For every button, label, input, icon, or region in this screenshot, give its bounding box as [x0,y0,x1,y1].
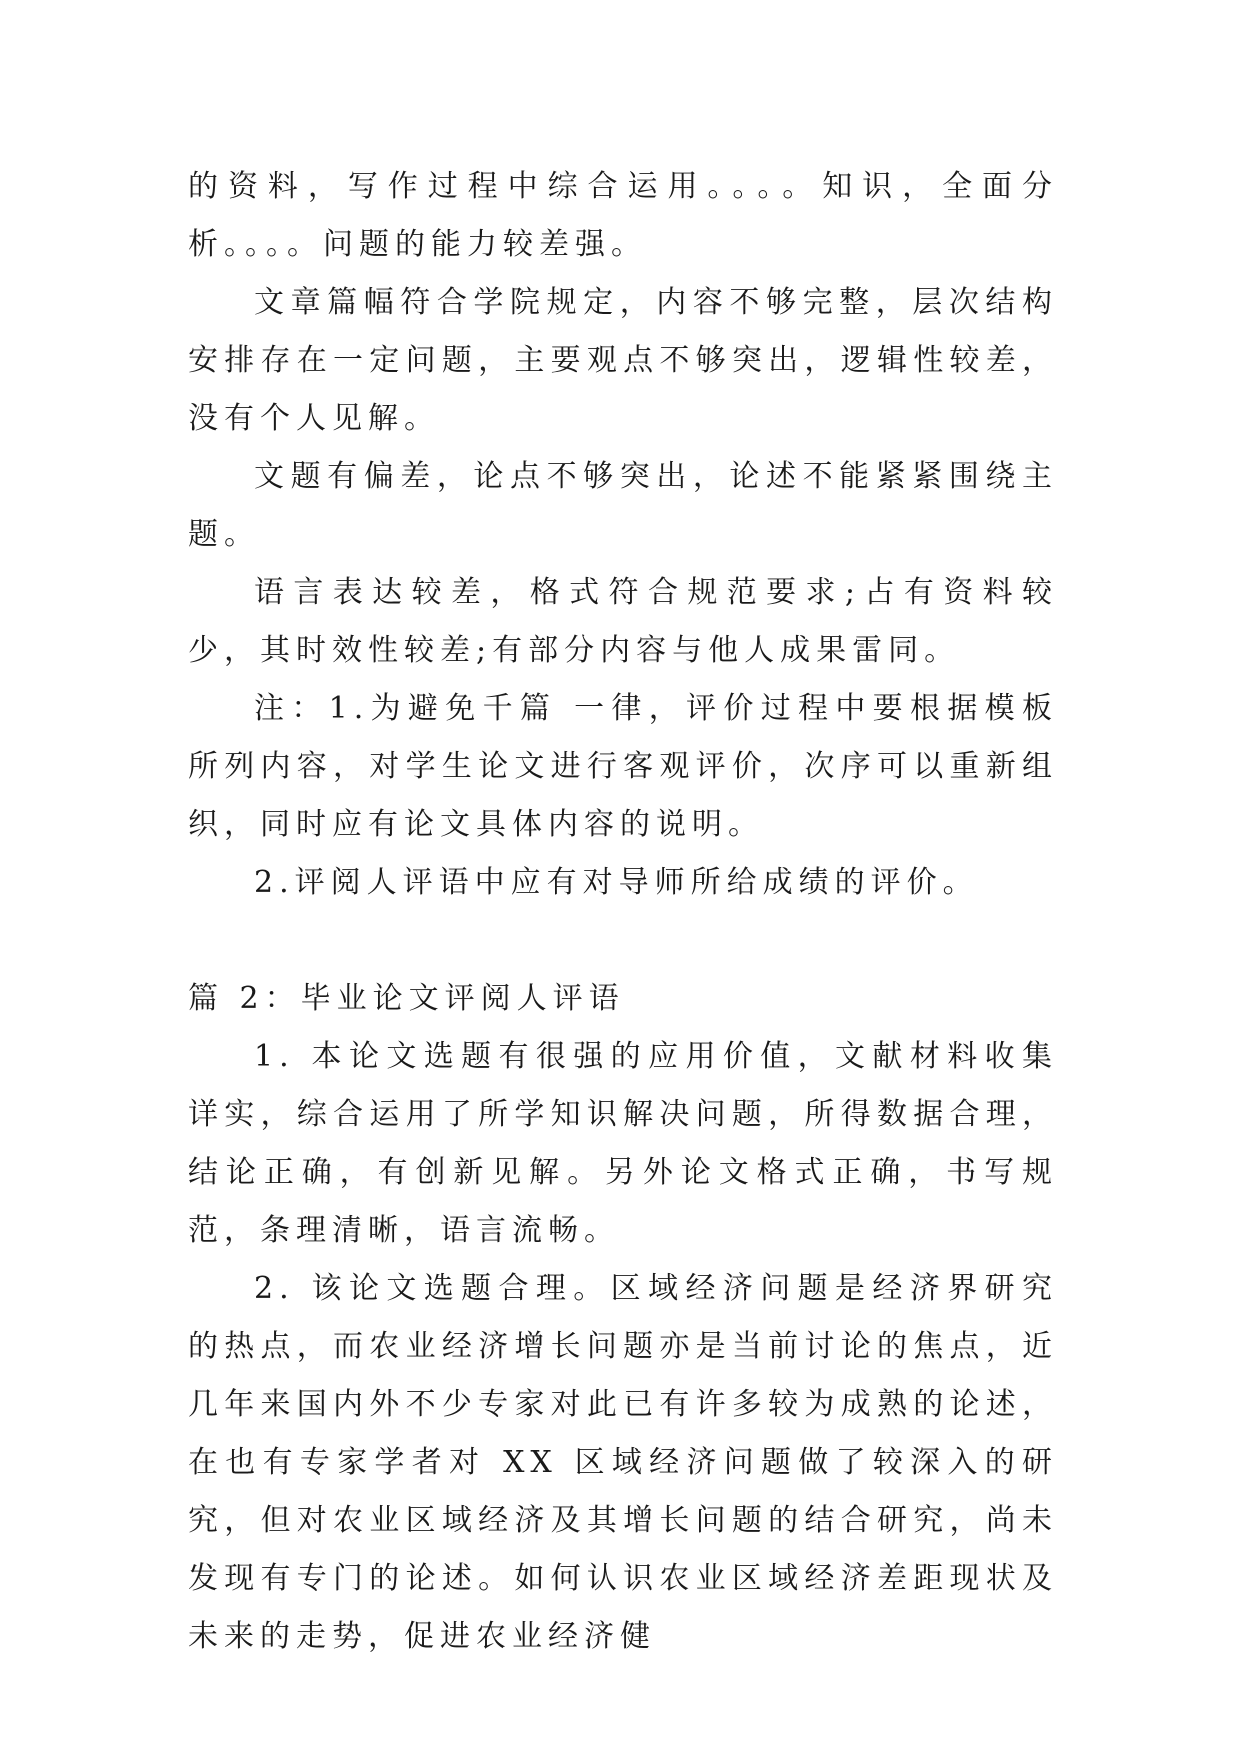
paragraph-topic-review: 文题有偏差，论点不够突出，论述不能紧紧围绕主题。 [188,459,1058,552]
paragraph-structure-review: 文章篇幅符合学院规定，内容不够完整，层次结构安排存在一定问题，主要观点不够突出，逻辑性较差，没有个人见解。 [188,285,1058,436]
document-body [188,158,1058,1666]
review-item-1: 1. 本论文选题有很强的应用价值，文献材料收集详实，综合运用了所学知识解决问题，所得数据合理，结论正确，有创新见解。另外论文格式正确，书写规范，条理清晰，语言流畅。 [188,1039,1058,1248]
note-paragraph-1: 注：1.为避免千篇 一律，评价过程中要根据模板所列内容，对学生论文进行客观评价，次序可以重新组织，同时应有论文具体内容的说明。 [188,691,1058,842]
paragraph-language-review: 语言表达较差，格式符合规范要求;占有资料较少，其时效性较差;有部分内容与他人成果雷同。 [188,575,1058,668]
paragraph-continuation: 的资料，写作过程中综合运用。。。。知识，全面分析。。。。问题的能力较差强。 [188,169,1058,262]
review-item-2: 2. 该论文选题合理。区域经济问题是经济界研究的热点，而农业经济增长问题亦是当前讨论的焦点，近几年来国内外不少专家对此已有许多较为成熟的论述，在也有专家学者对 XX 区域经济问题做了较深入的研究，但对农业区域经济及其增长问题的结合研究，尚未发现有专门的论述。如何认识农业区域经济差距现状及未来的走势，促进农业经济健 [188,1271,1058,1654]
section-heading: 篇 2：毕业论文评阅人评语 [188,981,625,1016]
note-paragraph-2: 2.评阅人评语中应有对导师所给成绩的评价。 [254,865,979,900]
